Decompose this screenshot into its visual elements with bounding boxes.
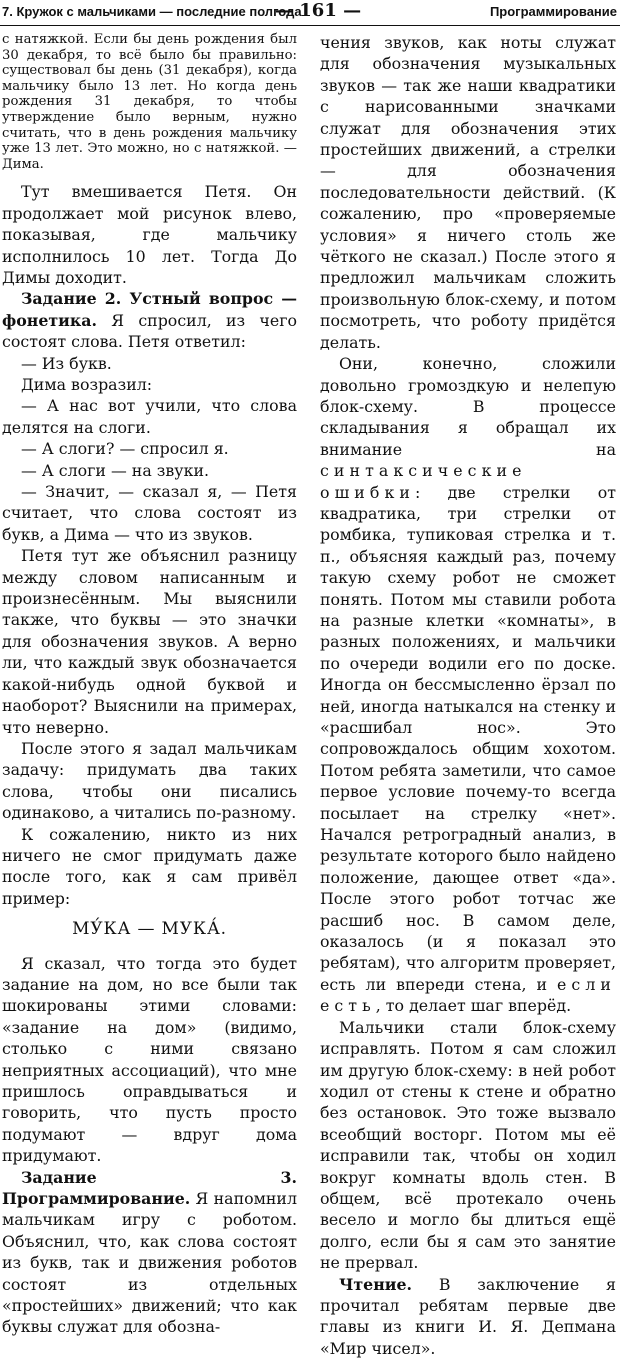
reading-text: В заключение я прочитал ребятам первые две главы из книги И. Я. Депмана «Мир чисел». (320, 1274, 616, 1358)
paragraph (320, 353, 616, 1017)
task2-title: Задание 2. Устный вопрос — фонетика. (2, 289, 297, 330)
text-run: Они, конечно, сложили довольно громоздкую и нелепую блок-схему. В процессе складывания я обращал их внимание на (320, 354, 616, 459)
dialogue-line: — А слоги — на звуки. (20, 460, 209, 480)
text-run: : две стрелки от квадратика, три стрелки от ромбика, тупиковая стрелка и т. п., объясняя каждый раз, почему такую схему робот не сможет понять. Потом мы ставили робота на разные клетки «комнаты», в разных положениях, и мальчики по очереди водили его по доске. Иногда он бессмысленно ёрзал по ней, иногда натыкался на стенку и «расшибал нос». Это сопровождалось общим хохотом. Потом ребята заметили, что самое первое условие почему-то всегда посылает на стрелку «нет». Начался ретроградный анализ, в результате которого было найдено положение, дающее ответ «да». После этого робот тотчас же расшиб нос. В самом деле, оказалось (и я показал это ребятам), что алгоритм проверяет, есть ли впереди стена, и (320, 482, 616, 994)
page-number: — 161 — (275, 0, 362, 21)
reading-title: Чтение. (338, 1274, 413, 1294)
spaced-emphasis: если есть (320, 974, 616, 1016)
paragraph: К сожалению, никто из них ничего не смог придумать даже после того, как я сам привёл пример: (2, 824, 297, 908)
task2-text: Я спросил, из чего состоят слова. Петя ответил: (2, 310, 297, 352)
text-run: , то делает шаг вперёд. (375, 996, 572, 1016)
dialogue-line: — Значит, — сказал я, — Петя считает, что слова состоят из букв, а Дима — что из звуков. (2, 482, 297, 544)
right-column (320, 32, 616, 1359)
reading-paragraph (320, 1274, 616, 1359)
dialogue-line: Дима возразил: (20, 375, 153, 394)
example-words: МУ́КА — МУКА́. (72, 919, 227, 940)
dialogue-line: — А нас вот учили, что слова делятся на слоги. (2, 396, 297, 437)
paragraph: Мальчики стали блок-схему исправлять. Потом я сам сложил им другую блок-схему: в ней робот ходил от стены к стене и обратно без остановок. Это тоже вызвало всеобщий восторг. Потом мы её исправили так, чтобы он ходил вокруг комнаты вдоль стен. В общем, всё протекало очень весело и могло бы длиться ещё долго, если бы я сам это занятие не прервал. (320, 1017, 616, 1273)
paragraph: чения звуков, как ноты служат для обозначения музыкальных звуков — так же наши квадратики с нарисованными значками служат для обозначения этих простейших движений, а стрелки — для обозначения последовательности действий. (К сожалению, про «проверяемые условия» я ничего столь же чёткого не сказал.) После этого я предложил мальчикам сложить произвольную блок-схему, и потом посмотреть, что роботу придётся делать. (320, 33, 616, 352)
chapter-title: 7. Кружок с мальчиками — последние полгода (2, 4, 302, 19)
footnote: с натяжкой. Если бы день рождения был 30 декабря, то всё было бы правильно: существовал бы день (31 декабря), когда мальчику было 13 лет. Но когда день рождения 31 декабря, то чтобы утверждение было верным, нужно считать, что в день рождения мальчику уже 13 лет. Это можно, но с натяжкой. — Дима. (2, 32, 297, 172)
task3-paragraph (2, 1167, 297, 1338)
page-header (0, 0, 620, 26)
task3-title: Задание 3. Программирование. (2, 1167, 297, 1209)
paragraph: После этого я задал мальчикам задачу: придумать два таких слова, чтобы они писались одинаково, а читались по-разному. (2, 738, 297, 823)
task3-text: Я напомнил мальчикам игру с роботом. Объяснил, что, как слова состоят из букв, так и движения роботов состоят из отдельных «простейших» движений; что как буквы служат для обозна- (2, 1189, 297, 1337)
dialogue-line: — А слоги? — спросил я. (20, 439, 229, 459)
left-column (2, 32, 297, 1338)
paragraph: Петя тут же объяснил разницу между словом написанным и произнесённым. Мы выяснили также, что буквы — это значки для обозначения звуков. А верно ли, что каждый звук обозначается какой-нибудь одной буквой и наоборот? Выяснили на примерах, что неверно. (2, 546, 297, 737)
section-title: Программирование (489, 4, 617, 19)
spaced-emphasis: синтаксические ошибки (320, 461, 527, 502)
paragraph: Я сказал, что тогда это будет задание на дом, но все были так шокированы этими словами: «задание на дом» (видимо, столько с ними связано неприятных ассоциаций), что мне пришлось оправдываться и говорить, что пусть просто подумают — вдруг дома придумают. (2, 953, 297, 1166)
task2-paragraph (2, 288, 297, 352)
paragraph: Тут вмешивается Петя. Он продолжает мой рисунок влево, показывая, где мальчику исполнилось 10 лет. Тогда До Димы доходит. (2, 182, 297, 287)
dialogue-line: — Из букв. (20, 353, 112, 373)
